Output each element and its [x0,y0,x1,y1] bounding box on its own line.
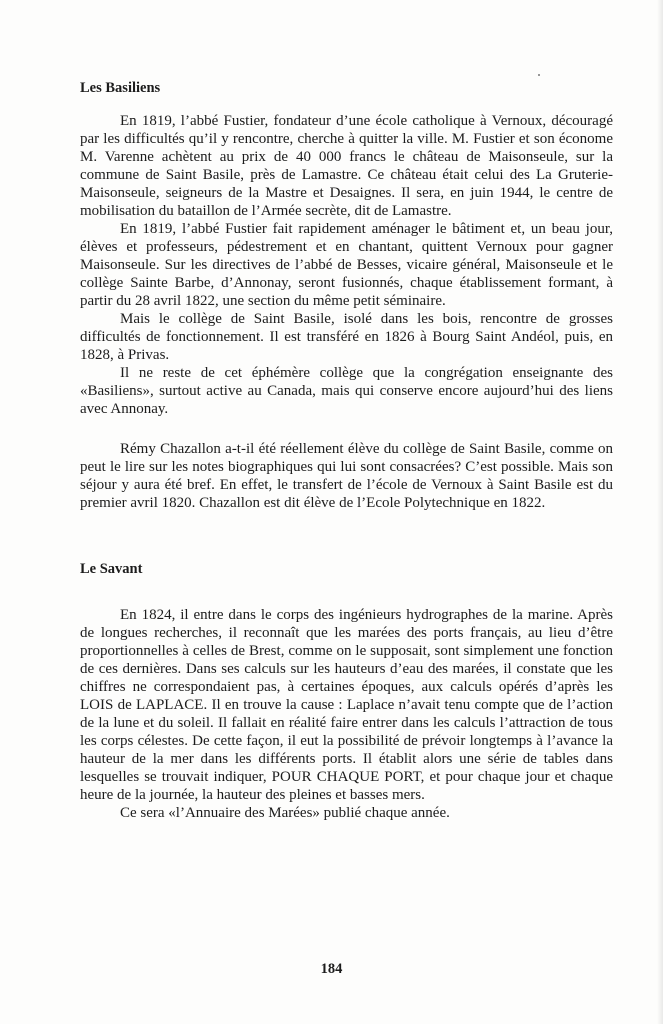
section-heading-basiliens: Les Basiliens [80,80,161,96]
paper-speck [538,74,540,76]
paragraph: Mais le collège de Saint Basile, isolé dans les bois, rencontre de grosses difficultés de fonctionnement. Il est transféré en 1826 à Bourg Saint Andéol, puis, en 1828, à Privas. [80,311,613,363]
chazallon-block [80,440,613,512]
paragraph: En 1819, l’abbé Fustier, fondateur d’une école catholique à Vernoux, découragé par les difficultés qu’il y rencontre, cherche à quitter la ville. M. Fustier et son économe M. Varenne achètent au prix de 40 000 francs le château de Maisonseule, sur la commune de Saint Basile, près de Lamastre. Ce château était celui des La Gruterie-Maisonseule, seigneurs de la Mastre et Desaignes. Il sera, en juin 1944, le centre de mobilisation du bataillon de l’Armée secrète, dit de Lamastre. [80,113,613,219]
paragraph: Il ne reste de cet éphémère collège que la congrégation enseignante des «Basiliens», surtout active au Canada, mais qui conserve encore aujourd’hui des liens avec Annonay. [80,365,613,417]
paragraph: En 1819, l’abbé Fustier fait rapidement aménager le bâtiment et, un beau jour, élèves et professeurs, pédestrement et en chantant, quittent Vernoux pour gagner Maisonseule. Sur les directives de l’abbé de Besses, vicaire général, Maisonseule et le collège Sainte Barbe, d’Annonay, seront fusionnés, chaque établissement formant, à partir du 28 avril 1822, une section du même petit séminaire. [80,221,613,309]
section-body-basiliens [80,112,613,418]
page-edge-shadow [657,0,663,1024]
section-body-savant [80,606,613,822]
paragraph: Ce sera «l’Annuaire des Marées» publié chaque année. [120,805,450,821]
paragraph: En 1824, il entre dans le corps des ingénieurs hydrographes de la marine. Après de longues recherches, il reconnaît que les marées des ports français, au lieu d’être proportionnelles à celles de Brest, comme on le supposait, sont simplement une fonction de ces dernières. Dans ses calculs sur les hauteurs d’eau des marées, il constate que les chiffres ne correspondaient pas, à certaines époques, aux calculs opérés d’après les LOIS de LAPLACE. Il en trouve la cause : Laplace n’avait tenu compte que de l’action de la lune et du soleil. Il fallait en réalité faire entrer dans les calculs l’attraction de tous les corps célestes. De cette façon, il eut la possibilité de prévoir longtemps à l’avance la hauteur de la mer dans les différents ports. Il établit alors une série de tables dans lesquelles se trouvait indiquer, POUR CHAQUE PORT, et pour chaque jour et chaque heure de la journée, la hauteur des pleines et basses mers. [80,607,613,803]
page-number: 184 [320,961,343,977]
paragraph: Rémy Chazallon a-t-il été réellement élève du collège de Saint Basile, comme on peut le lire sur les notes biographiques qui lui sont consacrées? C’est possible. Mais son séjour y aura été bref. En effet, le transfert de l’école de Vernoux à Saint Basile est du premier avril 1820. Chazallon est dit élève de l’Ecole Polytechnique en 1822. [80,441,613,511]
section-heading-savant: Le Savant [80,561,143,577]
